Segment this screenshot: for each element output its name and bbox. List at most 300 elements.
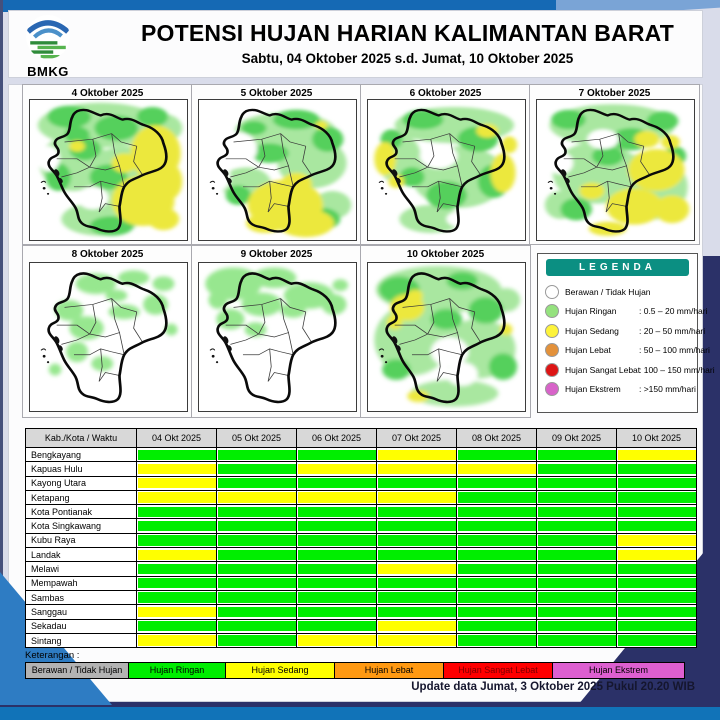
rain-map <box>29 99 188 241</box>
rain-cell-fill <box>138 507 216 517</box>
rain-cell-fill <box>378 635 456 645</box>
rain-cell-fill <box>458 521 536 531</box>
rain-cell-fill <box>618 521 696 531</box>
region-name-cell: Kota Pontianak <box>26 505 137 519</box>
rain-cell <box>537 448 617 462</box>
legend-color-swatch <box>545 343 559 357</box>
map-panel-day4 <box>529 84 700 245</box>
rain-cell-fill <box>138 550 216 560</box>
rain-cell-fill <box>378 564 456 574</box>
rain-cell-fill <box>298 492 376 502</box>
region-name-cell: Sekadau <box>26 619 137 633</box>
rain-cell <box>297 505 377 519</box>
legend-color-swatch <box>545 363 559 377</box>
rain-cell <box>377 448 457 462</box>
legend-item-value: : 20 – 50 mm/hari <box>639 325 706 336</box>
rain-cell-fill <box>618 635 696 645</box>
rain-cell-fill <box>458 621 536 631</box>
rain-cell-fill <box>138 621 216 631</box>
rain-cell-fill <box>618 550 696 560</box>
table-date-header: 08 Okt 2025 <box>457 429 537 448</box>
rain-map <box>367 262 526 412</box>
table-row <box>26 448 697 462</box>
rain-cell <box>377 562 457 576</box>
legend-item-value: : 0.5 – 20 mm/hari <box>639 306 708 317</box>
rain-map <box>198 99 357 241</box>
rain-cell-fill <box>298 450 376 460</box>
rain-cell <box>537 633 617 647</box>
table-row <box>26 562 697 576</box>
rain-cell-fill <box>378 592 456 602</box>
map-panel-day7 <box>360 245 531 418</box>
rain-cell <box>537 548 617 562</box>
legend-item-value: : >150 mm/hari <box>639 384 696 395</box>
rain-cell-fill <box>218 564 296 574</box>
rain-cell-fill <box>618 564 696 574</box>
rain-cell-fill <box>218 621 296 631</box>
rain-cell-fill <box>378 607 456 617</box>
page-subtitle: Sabtu, 04 Oktober 2025 s.d. Jumat, 10 Oktober 2025 <box>241 51 574 66</box>
rain-cell <box>217 533 297 547</box>
rain-cell-fill <box>138 492 216 502</box>
rain-cell-fill <box>298 535 376 545</box>
rain-cell <box>297 490 377 504</box>
rain-cell <box>217 605 297 619</box>
rain-cell-fill <box>378 550 456 560</box>
rain-cell-fill <box>378 621 456 631</box>
rain-map-svg <box>368 263 525 411</box>
rain-cell <box>217 633 297 647</box>
map-panel-title: 4 Oktober 2025 <box>71 88 144 99</box>
rain-cell <box>217 490 297 504</box>
keterangan-bar <box>25 662 685 679</box>
rain-cell <box>137 590 217 604</box>
rain-cell <box>617 448 697 462</box>
region-name-cell: Kota Singkawang <box>26 519 137 533</box>
legend-item-value: : 100 – 150 mm/hari <box>639 364 715 375</box>
rain-cell <box>617 605 697 619</box>
rain-cell <box>617 590 697 604</box>
rain-cell <box>617 519 697 533</box>
rain-cell <box>377 633 457 647</box>
bottom-blue-strip <box>0 707 720 720</box>
rain-cell-fill <box>218 507 296 517</box>
rain-cell-fill <box>618 578 696 588</box>
rain-cell-fill <box>218 478 296 488</box>
rain-cell-fill <box>458 450 536 460</box>
map-panel-day3 <box>360 84 531 245</box>
rain-cell-fill <box>138 535 216 545</box>
rain-cell <box>297 562 377 576</box>
table-row <box>26 533 697 547</box>
rain-cell <box>617 548 697 562</box>
rain-cell-fill <box>298 507 376 517</box>
table-date-header: 07 Okt 2025 <box>377 429 457 448</box>
rain-cell <box>457 548 537 562</box>
rain-cell <box>457 533 537 547</box>
rain-cell <box>297 590 377 604</box>
rain-cell <box>217 519 297 533</box>
rain-cell-fill <box>298 621 376 631</box>
rain-cell <box>617 505 697 519</box>
rain-cell <box>217 619 297 633</box>
rain-cell-fill <box>538 635 616 645</box>
table-row <box>26 505 697 519</box>
rain-cell-fill <box>458 607 536 617</box>
rain-cell-fill <box>218 450 296 460</box>
rain-cell-fill <box>458 464 536 474</box>
rain-table <box>25 428 697 648</box>
rain-cell-fill <box>298 550 376 560</box>
legend-item-label: Berawan / Tidak Hujan <box>565 286 651 297</box>
rain-cell-fill <box>298 521 376 531</box>
rain-cell <box>457 448 537 462</box>
rain-cell <box>457 562 537 576</box>
legend-item-label: Hujan Sangat Lebat <box>565 364 641 375</box>
table-row <box>26 576 697 590</box>
rain-map-svg <box>199 100 356 240</box>
rain-map-svg <box>199 263 356 411</box>
bmkg-logo-text: BMKG <box>27 64 69 79</box>
rain-cell-fill <box>538 507 616 517</box>
legend-item-label: Hujan Lebat <box>565 345 611 356</box>
keterangan-item: Hujan Lebat <box>334 662 444 679</box>
rain-cell-fill <box>538 592 616 602</box>
region-name-cell: Landak <box>26 548 137 562</box>
legend-item <box>538 341 710 361</box>
rain-cell-fill <box>618 492 696 502</box>
legend-color-swatch <box>545 304 559 318</box>
legend-item-label: Hujan Ekstrem <box>565 384 621 395</box>
table-row <box>26 619 697 633</box>
legend-item <box>538 380 697 400</box>
rain-cell <box>457 476 537 490</box>
rain-cell-fill <box>218 492 296 502</box>
rain-cell-fill <box>458 635 536 645</box>
rain-cell-fill <box>538 621 616 631</box>
rain-cell <box>617 576 697 590</box>
rain-cell <box>457 505 537 519</box>
rain-cell-fill <box>538 550 616 560</box>
legend-title: LEGENDA <box>546 259 689 276</box>
rain-cell-fill <box>618 478 696 488</box>
rain-cell <box>457 605 537 619</box>
rain-cell <box>297 519 377 533</box>
rain-cell-fill <box>618 621 696 631</box>
rain-cell-fill <box>378 578 456 588</box>
rain-cell <box>137 633 217 647</box>
keterangan-item: Hujan Sangat Lebat <box>443 662 553 679</box>
rain-cell-fill <box>378 478 456 488</box>
map-panel-title: 9 Oktober 2025 <box>240 249 313 260</box>
rain-cell <box>457 576 537 590</box>
rain-cell-fill <box>138 578 216 588</box>
rain-cell-fill <box>538 492 616 502</box>
rain-cell-fill <box>378 521 456 531</box>
rain-cell <box>537 462 617 476</box>
rain-cell <box>297 605 377 619</box>
rain-cell <box>137 562 217 576</box>
table-row <box>26 590 697 604</box>
rain-cell-fill <box>298 578 376 588</box>
region-name-cell: Mempawah <box>26 576 137 590</box>
rain-cell <box>137 505 217 519</box>
rain-cell-fill <box>458 478 536 488</box>
legend-item <box>538 302 708 322</box>
rain-cell-fill <box>538 535 616 545</box>
rain-cell-fill <box>378 492 456 502</box>
rain-cell <box>537 576 617 590</box>
rain-cell <box>377 590 457 604</box>
rain-cell <box>537 519 617 533</box>
rain-cell <box>537 533 617 547</box>
rain-cell <box>457 619 537 633</box>
region-name-cell: Sanggau <box>26 605 137 619</box>
legend-panel <box>537 253 715 413</box>
rain-cell <box>617 633 697 647</box>
region-name-cell: Sambas <box>26 590 137 604</box>
rain-cell-fill <box>298 607 376 617</box>
map-panel-day6 <box>191 245 362 418</box>
table-row <box>26 490 697 504</box>
legend-item <box>538 282 697 302</box>
rain-cell <box>137 533 217 547</box>
rain-cell-fill <box>218 578 296 588</box>
rain-cell <box>537 590 617 604</box>
rain-cell <box>617 562 697 576</box>
rain-cell <box>457 590 537 604</box>
table-date-header: 04 Okt 2025 <box>137 429 217 448</box>
region-name-cell: Bengkayang <box>26 448 137 462</box>
rain-cell <box>137 519 217 533</box>
rain-cell-fill <box>378 535 456 545</box>
page-title: POTENSI HUJAN HARIAN KALIMANTAN BARAT <box>141 20 674 46</box>
rain-cell-fill <box>298 464 376 474</box>
rain-cell <box>217 505 297 519</box>
rain-map-svg <box>30 263 187 411</box>
rain-cell <box>537 476 617 490</box>
rain-cell-fill <box>218 550 296 560</box>
rain-cell-fill <box>138 521 216 531</box>
rain-cell <box>137 490 217 504</box>
region-name-cell: Kayong Utara <box>26 476 137 490</box>
rain-cell-fill <box>458 507 536 517</box>
rain-cell <box>217 576 297 590</box>
rain-cell <box>377 476 457 490</box>
rain-cell <box>297 476 377 490</box>
rain-cell <box>377 505 457 519</box>
rain-cell-fill <box>138 564 216 574</box>
rain-cell-fill <box>378 507 456 517</box>
rain-cell-fill <box>138 592 216 602</box>
rain-cell-fill <box>218 464 296 474</box>
table-row <box>26 633 697 647</box>
legend-item <box>538 360 715 380</box>
update-text: Update data Jumat, 3 Oktober 2025 Pukul 20.20 WIB <box>411 681 695 693</box>
keterangan-item: Hujan Sedang <box>225 662 335 679</box>
rain-cell <box>217 462 297 476</box>
rain-cell <box>377 519 457 533</box>
rain-cell <box>217 590 297 604</box>
rain-cell <box>537 605 617 619</box>
rain-cell <box>537 490 617 504</box>
rain-cell-fill <box>538 564 616 574</box>
rain-cell-fill <box>378 450 456 460</box>
rain-cell-fill <box>538 478 616 488</box>
table-date-header: 10 Okt 2025 <box>617 429 697 448</box>
region-name-cell: Kapuas Hulu <box>26 462 137 476</box>
keterangan-label: Keterangan : <box>25 650 80 661</box>
region-name-cell: Kubu Raya <box>26 533 137 547</box>
rain-cell <box>137 476 217 490</box>
rain-cell <box>377 548 457 562</box>
map-panel-day5 <box>22 245 193 418</box>
rain-cell <box>217 562 297 576</box>
rain-cell-fill <box>618 592 696 602</box>
rain-map <box>198 262 357 412</box>
map-panel-title: 10 Oktober 2025 <box>406 249 485 260</box>
rain-cell <box>377 576 457 590</box>
rain-cell-fill <box>458 535 536 545</box>
rain-cell-fill <box>138 464 216 474</box>
rain-cell-fill <box>138 635 216 645</box>
region-name-cell: Ketapang <box>26 490 137 504</box>
rain-cell <box>137 548 217 562</box>
rain-cell-fill <box>298 635 376 645</box>
table-row <box>26 519 697 533</box>
rain-cell <box>137 462 217 476</box>
rain-cell <box>297 576 377 590</box>
map-panel-title: 7 Oktober 2025 <box>578 88 651 99</box>
rain-cell-fill <box>618 464 696 474</box>
rain-cell-fill <box>458 578 536 588</box>
rain-cell-fill <box>538 464 616 474</box>
table-date-header: 06 Okt 2025 <box>297 429 377 448</box>
region-name-cell: Melawi <box>26 562 137 576</box>
rain-cell <box>297 619 377 633</box>
rain-cell <box>537 619 617 633</box>
legend-rows <box>538 282 715 399</box>
rain-map-svg <box>537 100 694 240</box>
rain-cell <box>457 633 537 647</box>
rain-cell-fill <box>458 550 536 560</box>
rain-cell <box>457 490 537 504</box>
rain-cell-fill <box>298 478 376 488</box>
rain-cell-fill <box>458 564 536 574</box>
keterangan-item: Berawan / Tidak Hujan <box>25 662 129 679</box>
rain-cell <box>377 462 457 476</box>
rain-cell <box>217 448 297 462</box>
rain-cell-fill <box>218 521 296 531</box>
rain-cell-fill <box>538 607 616 617</box>
rain-cell <box>297 548 377 562</box>
rain-cell-fill <box>138 450 216 460</box>
rain-cell <box>617 533 697 547</box>
rain-map <box>367 99 526 241</box>
rain-cell-fill <box>298 564 376 574</box>
rain-cell <box>617 619 697 633</box>
rain-cell <box>137 576 217 590</box>
rain-cell <box>297 462 377 476</box>
rain-cell <box>377 605 457 619</box>
table-row <box>26 476 697 490</box>
map-panel-title: 5 Oktober 2025 <box>240 88 313 99</box>
rain-cell <box>537 505 617 519</box>
rain-cell <box>137 448 217 462</box>
map-panel-day1 <box>22 84 193 245</box>
rain-cell-fill <box>458 492 536 502</box>
rain-cell-fill <box>218 535 296 545</box>
bmkg-logo <box>22 14 74 79</box>
rain-cell-fill <box>538 578 616 588</box>
rain-cell-fill <box>618 507 696 517</box>
rain-cell <box>617 490 697 504</box>
rain-map-svg <box>368 100 525 240</box>
rain-cell-fill <box>618 450 696 460</box>
legend-item-value: : 50 – 100 mm/hari <box>639 345 710 356</box>
rain-cell <box>137 619 217 633</box>
rain-cell <box>137 605 217 619</box>
legend-item-label: Hujan Sedang <box>565 325 619 336</box>
rain-cell <box>217 476 297 490</box>
rain-cell <box>297 633 377 647</box>
rain-cell-fill <box>298 592 376 602</box>
table-corner-header: Kab./Kota / Waktu <box>26 429 137 448</box>
rain-cell <box>377 619 457 633</box>
rain-cell <box>617 476 697 490</box>
rain-cell-fill <box>138 607 216 617</box>
rain-map <box>29 262 188 412</box>
table-row <box>26 462 697 476</box>
table-date-header: 05 Okt 2025 <box>217 429 297 448</box>
rain-cell-fill <box>218 592 296 602</box>
table-row <box>26 548 697 562</box>
rain-cell <box>377 490 457 504</box>
rain-cell-fill <box>538 450 616 460</box>
rain-cell <box>537 562 617 576</box>
rain-cell-fill <box>138 478 216 488</box>
rain-cell-fill <box>618 607 696 617</box>
rain-cell <box>297 533 377 547</box>
rain-cell-fill <box>538 521 616 531</box>
keterangan-item: Hujan Ringan <box>128 662 226 679</box>
map-panel-title: 8 Oktober 2025 <box>71 249 144 260</box>
rain-cell <box>617 462 697 476</box>
rain-cell <box>457 519 537 533</box>
rain-cell-fill <box>218 635 296 645</box>
rain-map-svg <box>30 100 187 240</box>
legend-item-label: Hujan Ringan <box>565 306 617 317</box>
rain-map <box>536 99 695 241</box>
rain-cell <box>377 533 457 547</box>
legend-color-swatch <box>545 285 559 299</box>
map-panel-title: 6 Oktober 2025 <box>409 88 482 99</box>
legend-item <box>538 321 706 341</box>
region-name-cell: Sintang <box>26 633 137 647</box>
bmkg-logo-icon <box>25 14 71 60</box>
rain-cell <box>297 448 377 462</box>
rain-cell <box>457 462 537 476</box>
table-row <box>26 605 697 619</box>
rain-cell-fill <box>218 607 296 617</box>
rain-cell <box>217 548 297 562</box>
rain-cell-fill <box>618 535 696 545</box>
legend-color-swatch <box>545 324 559 338</box>
keterangan-item: Hujan Ekstrem <box>552 662 685 679</box>
rain-cell-fill <box>378 464 456 474</box>
map-panel-day2 <box>191 84 362 245</box>
table-date-header: 09 Okt 2025 <box>537 429 617 448</box>
